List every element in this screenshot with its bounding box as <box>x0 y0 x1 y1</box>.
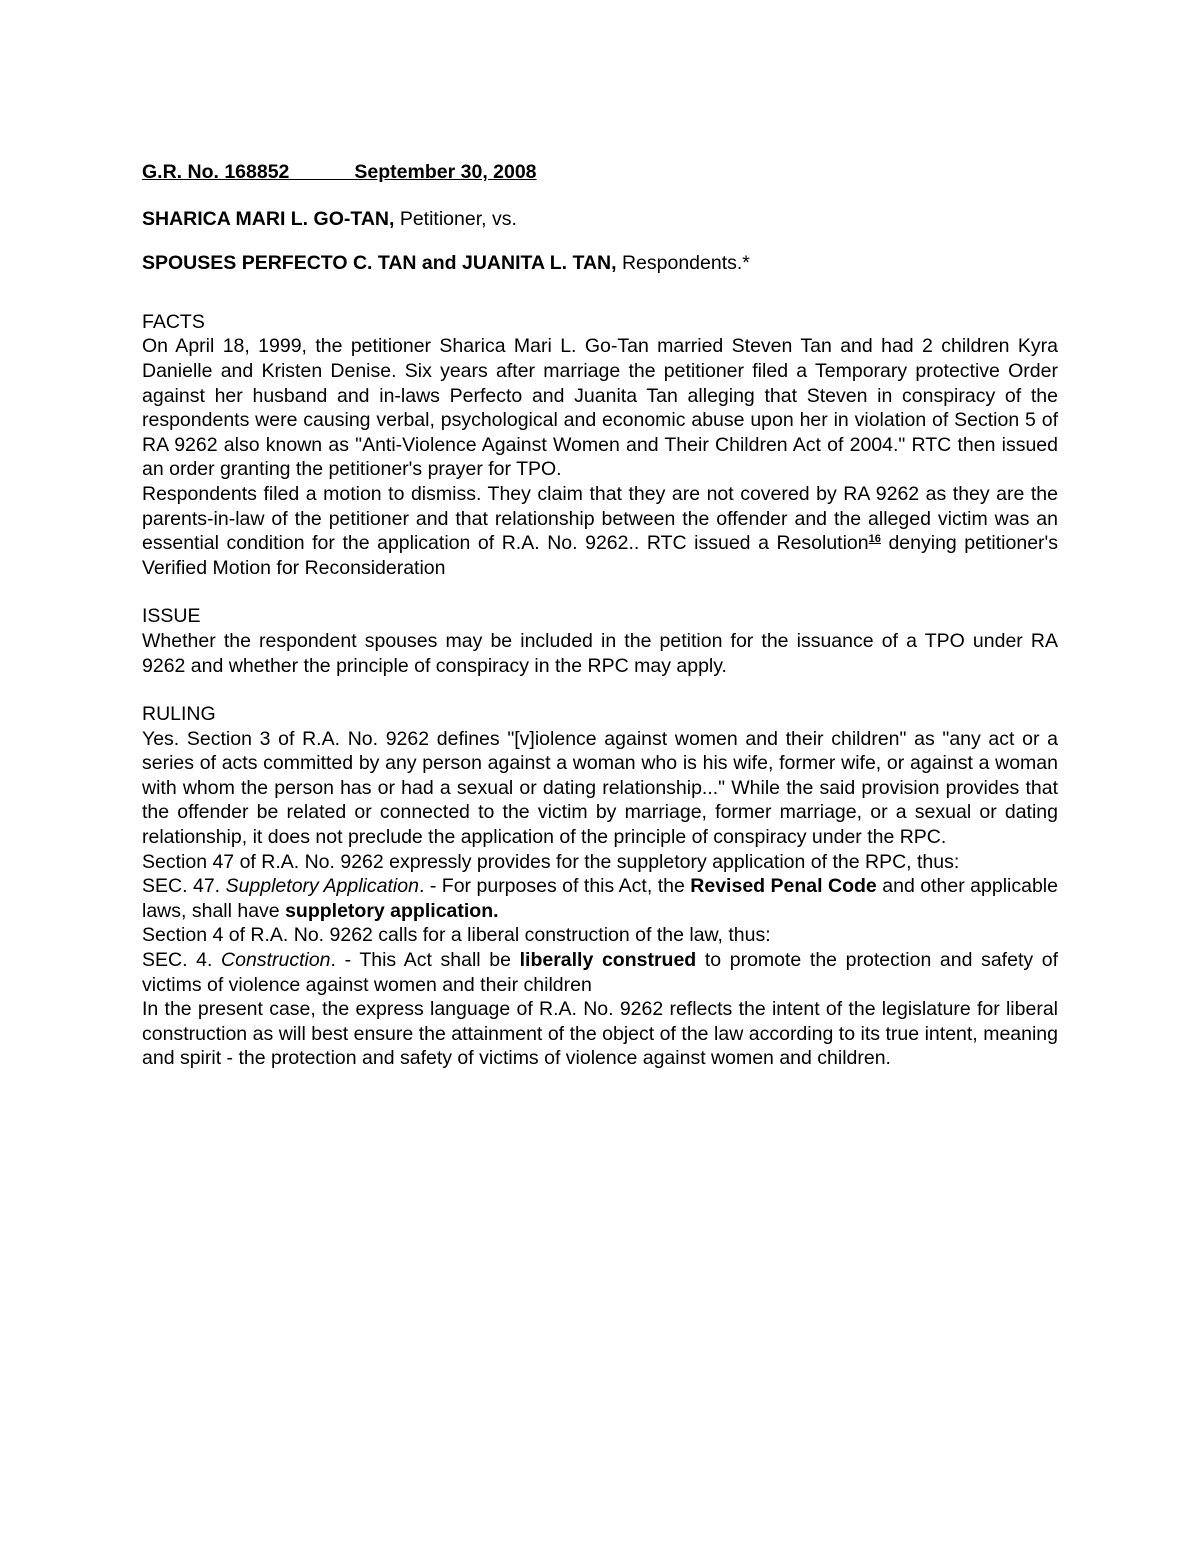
sec47-title: Suppletory Application <box>225 875 419 898</box>
sec4-paragraph <box>142 948 1058 997</box>
facts-paragraph-2 <box>142 482 1058 580</box>
sec47-bold-2: suppletory application. <box>285 899 499 922</box>
sec4-bold-1: liberally construed <box>519 949 697 972</box>
case-date: September 30, 2008 <box>354 161 537 183</box>
petitioner-role: Petitioner, vs. <box>394 207 517 230</box>
sec47-paragraph <box>142 874 1058 923</box>
facts-heading: FACTS <box>142 310 205 333</box>
ruling-paragraph-2: Section 47 of R.A. No. 9262 expressly provides for the suppletory application of the RPC, thus: <box>142 850 960 873</box>
ruling-heading: RULING <box>142 703 216 726</box>
document-page <box>142 160 1058 1071</box>
ruling-paragraph-3: Section 4 of R.A. No. 9262 calls for a liberal construction of the law, thus: <box>142 924 771 947</box>
sec47-text-2: and other applicable laws, shall have <box>142 875 1058 922</box>
sec4-text-2: to promote the protection and safety of victims of violence against women and their children <box>142 949 1059 996</box>
sec47-bold-1: Revised Penal Code <box>690 875 877 898</box>
sec4-prefix: SEC. 4. <box>142 949 222 972</box>
sec4-title: Construction <box>221 949 331 972</box>
sec4-text-1: . - This Act shall be <box>330 949 520 972</box>
petitioner-name: SHARICA MARI L. GO-TAN, <box>142 207 395 230</box>
issue-heading: ISSUE <box>142 605 201 628</box>
case-number: G.R. No. 168852 <box>142 161 290 183</box>
respondents-name: SPOUSES PERFECTO C. TAN and JUANITA L. TAN, <box>142 252 617 275</box>
facts-paragraph-2-text: Respondents filed a motion to dismiss. They claim that they are not covered by RA 9262 as they are the parents-in-law of the petitioner and that relationship between the offender and the alleged victim was an essential condition for the application of R.A. No. 9262.. RTC issued a Resolution <box>142 482 1058 555</box>
sec47-text-1: . - For purposes of this Act, the <box>418 875 691 898</box>
facts-paragraph-1: On April 18, 1999, the petitioner Sharica Mari L. Go-Tan married Steven Tan and had 2 children Kyra Danielle and Kristen Denise. Six years after marriage the petitioner filed a Temporary protective Order against her husband and in-laws Perfecto and Juanita Tan alleging that Steven in conspiracy of the respondents were causing verbal, psychological and economic abuse upon her in violation of Section 5 of RA 9262 also known as "Anti-Violence Against Women and Their Children Act of 2004." RTC then issued an order granting the petitioner's prayer for TPO. <box>142 335 1058 481</box>
facts-paragraph-2-tail: denying petitioner's Verified Motion for Reconsideration <box>142 532 1059 579</box>
petitioner-line <box>142 207 1058 232</box>
respondents-role: Respondents.* <box>616 252 750 275</box>
respondents-line <box>142 251 1058 276</box>
ruling-paragraph-1: Yes. Section 3 of R.A. No. 9262 defines "[v]iolence against women and their children" as "any act or a series of acts committed by any person against a woman who is his wife, former wife, or against a woman with whom the person has or had a sexual or dating relationship..." While the said provision provides that the offender be related or connected to the victim by marriage, former marriage, or a sexual or dating relationship, it does not preclude the application of the principle of conspiracy under the RPC. <box>142 727 1058 849</box>
case-header <box>142 160 1058 185</box>
sec47-prefix: SEC. 47. <box>142 875 226 898</box>
footnote-link[interactable]: 16 <box>868 533 881 546</box>
issue-paragraph: Whether the respondent spouses may be included in the petition for the issuance of a TPO under RA 9262 and whether the principle of conspiracy in the RPC may apply. <box>142 629 1058 677</box>
ruling-paragraph-4: In the present case, the express language of R.A. No. 9262 reflects the intent of the legislature for liberal construction as will best ensure the attainment of the object of the law according to its true intent, meaning and spirit - the protection and safety of victims of violence against women and children. <box>142 998 1058 1070</box>
